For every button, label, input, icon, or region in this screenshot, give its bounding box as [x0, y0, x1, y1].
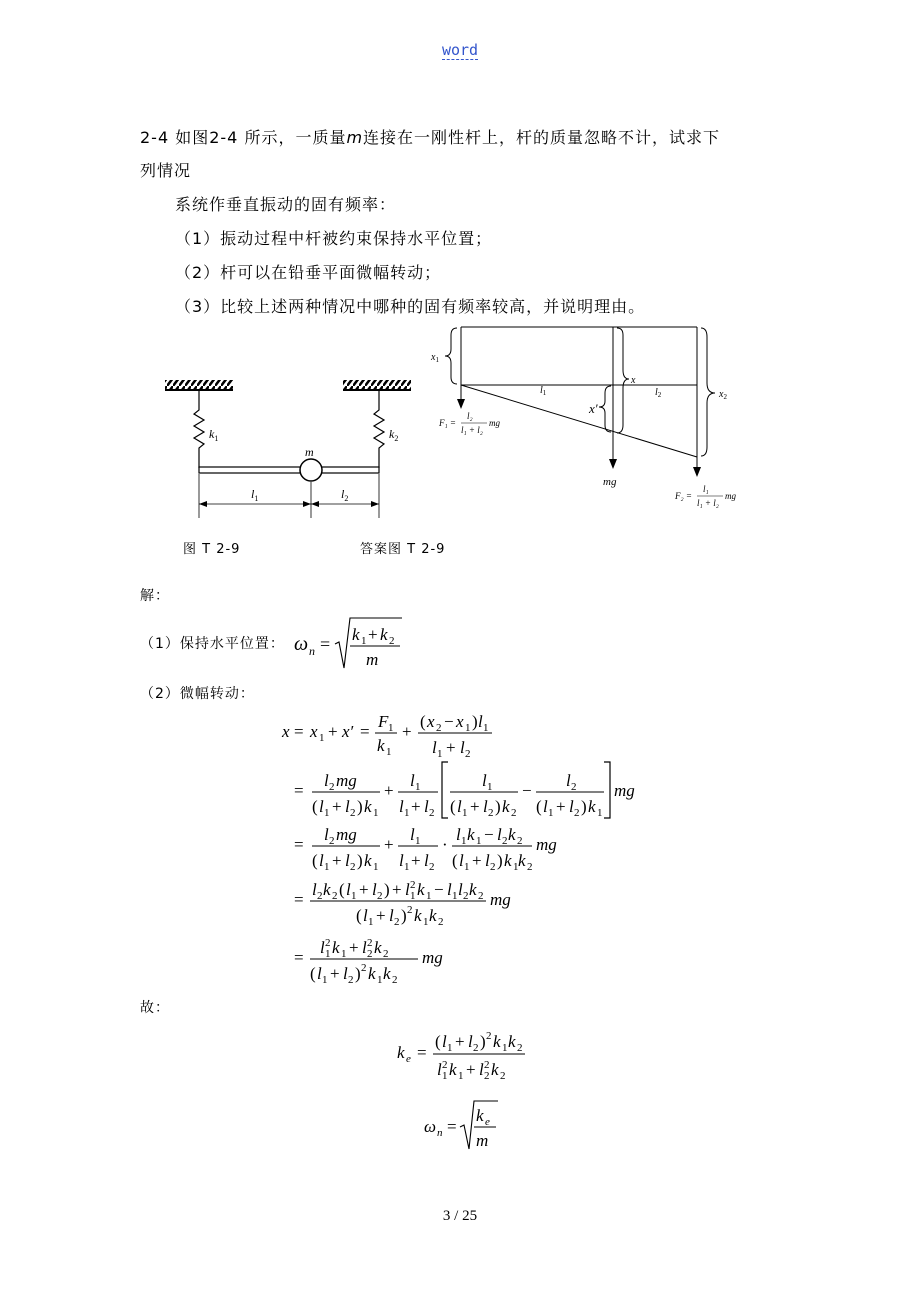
- svg-text:(: (: [356, 906, 362, 925]
- svg-text:2: 2: [350, 807, 356, 819]
- problem-line-3: 系统作垂直振动的固有频率：: [175, 195, 397, 214]
- svg-text:ω: ω: [424, 1117, 437, 1136]
- svg-text:l: l: [317, 964, 322, 983]
- svg-text:1: 1: [426, 890, 432, 902]
- svg-text:=: =: [294, 890, 304, 909]
- svg-text:2: 2: [329, 835, 335, 847]
- svg-text:2: 2: [367, 937, 373, 949]
- svg-text:1: 1: [373, 807, 379, 819]
- svg-text:k: k: [323, 880, 331, 899]
- svg-text:): ): [401, 906, 407, 925]
- svg-text:mg: mg: [490, 890, 511, 909]
- svg-text:1: 1: [513, 861, 519, 873]
- svg-text:+: +: [384, 781, 394, 800]
- svg-text:2: 2: [392, 974, 398, 986]
- svg-text:2: 2: [389, 635, 395, 647]
- svg-text:2: 2: [348, 974, 354, 986]
- svg-text:l: l: [363, 906, 368, 925]
- svg-text:): ): [581, 797, 587, 816]
- svg-text:k: k: [368, 964, 376, 983]
- svg-text:k: k: [508, 1032, 516, 1051]
- svg-text:x′: x′: [342, 722, 354, 741]
- svg-text:+: +: [376, 906, 386, 925]
- svg-text:1: 1: [415, 781, 421, 793]
- svg-text:mg: mg: [725, 491, 736, 501]
- svg-text:+: +: [368, 625, 378, 644]
- svg-text:=: =: [360, 722, 370, 741]
- svg-text:l: l: [569, 797, 574, 816]
- svg-text:l: l: [468, 1032, 473, 1051]
- svg-text:k: k: [332, 938, 340, 957]
- svg-text:k: k: [476, 1106, 484, 1125]
- svg-text:−: −: [484, 825, 494, 844]
- svg-text:+: +: [328, 722, 338, 741]
- svg-text:2: 2: [484, 1059, 490, 1071]
- svg-text:+: +: [349, 938, 359, 957]
- svg-text:+: +: [402, 722, 412, 741]
- mass-symbol: m: [346, 128, 364, 147]
- svg-text:x: x: [310, 722, 318, 741]
- svg-text:k: k: [449, 1060, 457, 1079]
- caption-left: 图 T 2-9: [183, 542, 241, 557]
- svg-text:=: =: [294, 722, 304, 741]
- brace-xprime: [599, 386, 611, 432]
- brace-x1: [445, 328, 457, 384]
- svg-text:1: 1: [341, 948, 347, 960]
- svg-text:l: l: [389, 906, 394, 925]
- svg-text:2: 2: [367, 948, 373, 960]
- svg-text:): ): [495, 797, 501, 816]
- label-ans-l2: $l_2$: [655, 387, 662, 399]
- svg-text:2: 2: [484, 1070, 490, 1082]
- figure-left: [155, 370, 425, 520]
- solution-therefore: 故：: [140, 1000, 170, 1016]
- svg-text:l: l: [424, 797, 429, 816]
- svg-text:+: +: [446, 738, 456, 757]
- solution-part-1: （1）保持水平位置：: [140, 636, 285, 652]
- svg-text:l: l: [543, 797, 548, 816]
- svg-text:2: 2: [571, 781, 577, 793]
- svg-text:2: 2: [438, 916, 444, 928]
- svg-text:l: l: [343, 964, 348, 983]
- svg-text:1: 1: [324, 807, 330, 819]
- svg-text:2: 2: [502, 835, 508, 847]
- svg-text:l: l: [483, 797, 488, 816]
- svg-text:F₂ =: F₂ =: [675, 491, 692, 501]
- svg-text:k: k: [364, 851, 372, 870]
- svg-text:1: 1: [325, 948, 331, 960]
- svg-text:1: 1: [373, 861, 379, 873]
- svg-text:x: x: [456, 712, 464, 731]
- svg-text:2: 2: [383, 948, 389, 960]
- svg-text:l: l: [442, 1032, 447, 1051]
- label-k2: $k_2$: [389, 427, 399, 443]
- svg-text:=: =: [294, 948, 304, 967]
- svg-text:k: k: [383, 964, 391, 983]
- left-ceiling: [165, 380, 233, 389]
- label-F1: [438, 411, 500, 435]
- equation-derivation: [280, 700, 650, 990]
- svg-text:k: k: [417, 880, 425, 899]
- svg-text:1: 1: [437, 748, 443, 760]
- svg-text:2: 2: [465, 748, 471, 760]
- svg-text:k: k: [504, 851, 512, 870]
- svg-text:l: l: [458, 880, 463, 899]
- label-mg: mg: [603, 476, 617, 488]
- svg-text:mg: mg: [336, 771, 357, 790]
- svg-text:x: x: [282, 722, 290, 741]
- caption-right: 答案图 T 2-9: [360, 542, 446, 557]
- svg-text:e: e: [485, 1116, 490, 1128]
- problem-item-1: （1）振动过程中杆被约束保持水平位置；: [175, 229, 493, 248]
- svg-text:l: l: [346, 880, 351, 899]
- svg-text:1: 1: [476, 835, 482, 847]
- svg-text:1: 1: [548, 807, 554, 819]
- svg-text:k: k: [374, 938, 382, 957]
- svg-text:mg: mg: [536, 835, 557, 854]
- arrow-F1: [457, 399, 465, 409]
- svg-text:2: 2: [317, 890, 323, 902]
- svg-text:1: 1: [410, 890, 416, 902]
- svg-text:ω: ω: [294, 633, 309, 655]
- svg-text:2: 2: [332, 890, 338, 902]
- svg-text:1: 1: [388, 722, 394, 734]
- brace-x: [617, 328, 629, 433]
- svg-text:l: l: [320, 938, 325, 957]
- svg-text:+: +: [472, 851, 482, 870]
- svg-text:2: 2: [517, 1042, 523, 1054]
- solution-label: 解：: [140, 588, 170, 604]
- svg-text:2: 2: [517, 835, 523, 847]
- svg-text:=: =: [294, 835, 304, 854]
- label-l2: $l_2$: [341, 487, 349, 503]
- svg-text:2: 2: [394, 916, 400, 928]
- arrow-mg: [609, 459, 617, 469]
- rigid-bar: [199, 467, 379, 473]
- mass-ball: [300, 459, 322, 481]
- problem-item-3: （3）比较上述两种情况中哪种的固有频率较高，并说明理由。: [175, 297, 646, 316]
- svg-text:1: 1: [487, 781, 493, 793]
- svg-text:k: k: [493, 1032, 501, 1051]
- svg-text:k: k: [502, 797, 510, 816]
- svg-text:2: 2: [490, 861, 496, 873]
- svg-text:l₂: l₂: [467, 411, 473, 421]
- svg-text:k: k: [397, 1043, 405, 1062]
- svg-text:l: l: [324, 771, 329, 790]
- label-k1: $k_1$: [209, 427, 219, 443]
- svg-text:2: 2: [527, 861, 533, 873]
- svg-text:2: 2: [500, 1070, 506, 1082]
- svg-text:k: k: [414, 906, 422, 925]
- svg-text:1: 1: [502, 1042, 508, 1054]
- svg-text:(: (: [312, 797, 318, 816]
- problem-line-1: [140, 125, 720, 148]
- svg-text:·: ·: [442, 835, 448, 854]
- svg-text:l: l: [479, 1060, 484, 1079]
- spring-k1: [194, 390, 204, 468]
- svg-text:l: l: [345, 851, 350, 870]
- svg-text:2: 2: [463, 890, 469, 902]
- svg-text:F₁ =: F₁ =: [439, 418, 456, 428]
- svg-text:x: x: [427, 712, 435, 731]
- svg-text:2: 2: [473, 1042, 479, 1054]
- svg-text:mg: mg: [422, 948, 443, 967]
- svg-text:): ): [472, 712, 478, 731]
- svg-text:k: k: [380, 625, 388, 644]
- label-xprime: x′: [589, 401, 598, 416]
- svg-text:): ): [384, 880, 390, 899]
- svg-text:(: (: [310, 964, 316, 983]
- svg-text:1: 1: [462, 807, 468, 819]
- svg-text:l₁: l₁: [703, 484, 709, 494]
- equation-ke: [395, 1025, 535, 1085]
- svg-text:k: k: [429, 906, 437, 925]
- svg-text:l: l: [319, 851, 324, 870]
- svg-text:2: 2: [361, 962, 367, 974]
- label-x: x: [631, 375, 636, 386]
- svg-text:+: +: [384, 835, 394, 854]
- svg-text:m: m: [476, 1131, 489, 1150]
- svg-text:+: +: [411, 851, 421, 870]
- label-ans-l1: $l_1$: [540, 385, 547, 397]
- svg-text:1: 1: [351, 890, 357, 902]
- svg-text:l: l: [410, 825, 415, 844]
- brace-x2: [701, 328, 715, 456]
- svg-text:l: l: [460, 738, 465, 757]
- svg-text:+: +: [392, 880, 402, 899]
- svg-text:2: 2: [329, 781, 335, 793]
- svg-text:l: l: [447, 880, 452, 899]
- svg-text:(: (: [450, 797, 456, 816]
- svg-text:l: l: [399, 797, 404, 816]
- svg-text:mg: mg: [614, 781, 635, 800]
- svg-text:1: 1: [483, 722, 489, 734]
- svg-text:+: +: [359, 880, 369, 899]
- header: [0, 40, 920, 59]
- svg-text:l: l: [482, 771, 487, 790]
- svg-text:k: k: [364, 797, 372, 816]
- problem-line-2: 列情况: [140, 161, 192, 180]
- svg-text:2: 2: [442, 1059, 448, 1071]
- equation-omega-final: [422, 1095, 502, 1153]
- svg-text:1: 1: [324, 861, 330, 873]
- svg-text:mg: mg: [336, 825, 357, 844]
- svg-text:1: 1: [423, 916, 429, 928]
- svg-text:1: 1: [404, 861, 410, 873]
- svg-text:2: 2: [410, 879, 416, 891]
- svg-text:2: 2: [325, 937, 331, 949]
- svg-text:1: 1: [461, 835, 467, 847]
- svg-text:k: k: [518, 851, 526, 870]
- svg-text:l: l: [424, 851, 429, 870]
- svg-text:=: =: [320, 634, 331, 654]
- svg-text:): ): [497, 851, 503, 870]
- svg-text:l: l: [362, 938, 367, 957]
- svg-text:1: 1: [322, 974, 328, 986]
- svg-text:): ): [357, 797, 363, 816]
- svg-text:+: +: [556, 797, 566, 816]
- svg-text:(: (: [536, 797, 542, 816]
- svg-text:2: 2: [486, 1030, 492, 1042]
- svg-text:m: m: [366, 650, 379, 669]
- svg-text:1: 1: [319, 732, 325, 744]
- svg-text:l: l: [319, 797, 324, 816]
- svg-text:2: 2: [488, 807, 494, 819]
- problem-line-1b: 连接在一刚性杆上，杆的质量忽略不计，试求下: [363, 128, 721, 147]
- svg-text:k: k: [352, 625, 360, 644]
- svg-text:l: l: [459, 851, 464, 870]
- svg-text:l: l: [478, 712, 483, 731]
- svg-text:+: +: [455, 1032, 465, 1051]
- svg-text:l: l: [345, 797, 350, 816]
- svg-text:l: l: [372, 880, 377, 899]
- svg-text:l: l: [405, 880, 410, 899]
- svg-text:1: 1: [458, 1070, 464, 1082]
- label-F2: [674, 484, 736, 508]
- label-x1: $x_1$: [431, 352, 439, 364]
- svg-text:2: 2: [436, 722, 442, 734]
- label-m: m: [305, 445, 314, 459]
- svg-text:k: k: [469, 880, 477, 899]
- header-word-link[interactable]: word: [441, 41, 479, 59]
- svg-text:k: k: [377, 736, 385, 755]
- svg-text:2: 2: [377, 890, 383, 902]
- svg-text:=: =: [417, 1043, 427, 1062]
- svg-text:+: +: [332, 851, 342, 870]
- svg-text:2: 2: [429, 807, 435, 819]
- svg-text:e: e: [406, 1053, 411, 1065]
- svg-text:(: (: [452, 851, 458, 870]
- svg-text:2: 2: [574, 807, 580, 819]
- arrow-F2: [693, 467, 701, 477]
- svg-text:=: =: [447, 1117, 457, 1136]
- svg-text:l: l: [485, 851, 490, 870]
- label-l1: $l_1$: [251, 487, 259, 503]
- svg-text:+: +: [466, 1060, 476, 1079]
- svg-text:1: 1: [447, 1042, 453, 1054]
- svg-text:n: n: [437, 1127, 443, 1139]
- svg-text:−: −: [434, 880, 444, 899]
- svg-text:+: +: [332, 797, 342, 816]
- svg-text:2: 2: [429, 861, 435, 873]
- problem-item-2: （2）杆可以在铅垂平面微幅转动；: [175, 263, 442, 282]
- problem-line-1a: 2-4 如图2-4 所示，一质量: [140, 128, 347, 147]
- svg-text:): ): [355, 964, 361, 983]
- svg-text:+: +: [411, 797, 421, 816]
- svg-text:1: 1: [377, 974, 383, 986]
- svg-text:(: (: [339, 880, 345, 899]
- svg-text:F: F: [378, 712, 389, 731]
- svg-text:k: k: [491, 1060, 499, 1079]
- svg-text:l: l: [432, 738, 437, 757]
- svg-text:2: 2: [407, 904, 413, 916]
- label-x2: $x_2$: [719, 389, 727, 401]
- spring-k2: [374, 390, 384, 468]
- svg-text:k: k: [508, 825, 516, 844]
- svg-text:+: +: [330, 964, 340, 983]
- svg-text:l: l: [399, 851, 404, 870]
- svg-text:1: 1: [465, 722, 471, 734]
- svg-text:l: l: [410, 771, 415, 790]
- svg-text:(: (: [420, 712, 426, 731]
- svg-text:k: k: [467, 825, 475, 844]
- svg-text:l₁ + l₂: l₁ + l₂: [697, 498, 719, 508]
- svg-text:n: n: [309, 644, 315, 658]
- svg-text:k: k: [588, 797, 596, 816]
- svg-text:): ): [357, 851, 363, 870]
- svg-text:1: 1: [464, 861, 470, 873]
- svg-text:2: 2: [350, 861, 356, 873]
- svg-text:1: 1: [404, 807, 410, 819]
- svg-text:1: 1: [452, 890, 458, 902]
- svg-text:1: 1: [415, 835, 421, 847]
- svg-text:l: l: [312, 880, 317, 899]
- svg-text:mg: mg: [489, 418, 500, 428]
- svg-text:): ): [480, 1032, 486, 1051]
- figure-right: [425, 325, 765, 520]
- svg-text:2: 2: [478, 890, 484, 902]
- page-number: 3 / 25: [442, 1208, 478, 1224]
- svg-text:1: 1: [386, 746, 392, 758]
- svg-text:(: (: [435, 1032, 441, 1051]
- equation-omega-horizontal: [290, 612, 410, 672]
- svg-text:l: l: [324, 825, 329, 844]
- svg-text:l: l: [456, 825, 461, 844]
- svg-text:1: 1: [597, 807, 603, 819]
- svg-text:l: l: [457, 797, 462, 816]
- svg-text:l: l: [437, 1060, 442, 1079]
- svg-text:l: l: [497, 825, 502, 844]
- solution-part-2: （2）微幅转动：: [140, 686, 255, 702]
- svg-text:1: 1: [368, 916, 374, 928]
- svg-text:−: −: [444, 712, 454, 731]
- svg-text:1: 1: [361, 635, 367, 647]
- svg-text:(: (: [312, 851, 318, 870]
- svg-text:−: −: [522, 781, 532, 800]
- svg-text:2: 2: [511, 807, 517, 819]
- right-ceiling: [343, 380, 411, 389]
- svg-text:l₁ + l₂: l₁ + l₂: [461, 425, 483, 435]
- svg-text:l: l: [566, 771, 571, 790]
- svg-text:1: 1: [442, 1070, 448, 1082]
- svg-text:+: +: [470, 797, 480, 816]
- svg-text:=: =: [294, 781, 304, 800]
